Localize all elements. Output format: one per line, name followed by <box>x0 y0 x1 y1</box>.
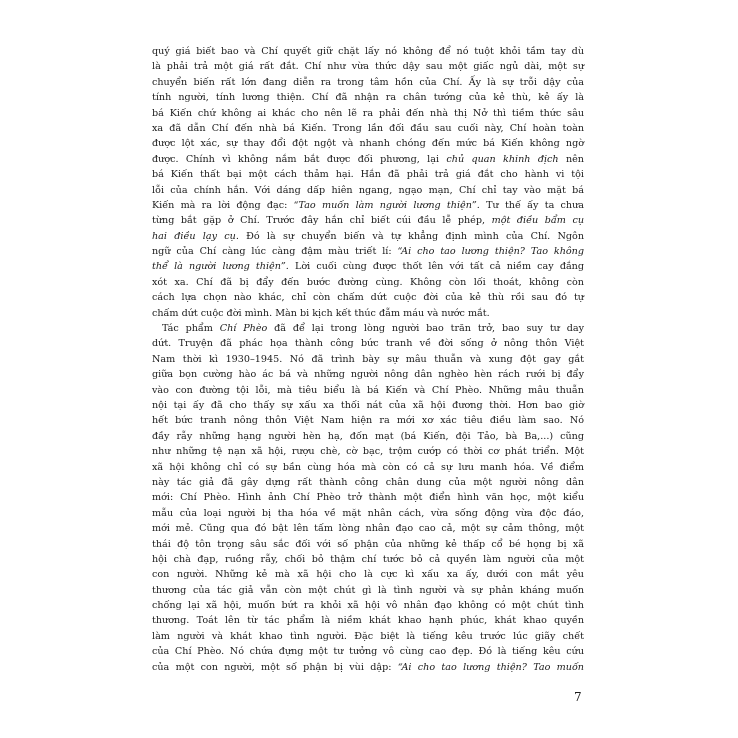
line-text: lỗi của chính hắn. Với dáng dấp hiên ngang, ngạo mạn, Chí chỉ tay vào mặt bá <box>152 184 584 196</box>
line-text: vào con đường tội lỗi, mà tiêu biểu là bá Kiến và Chí Phèo. Những mâu thuẫn <box>152 384 584 396</box>
page-number: 7 <box>574 690 582 704</box>
line-text: chấm dứt cuộc đời mình. Màn bi kịch kết thúc đẫm máu và nước mắt. <box>152 307 490 319</box>
line-text: thái độ tôn trọng sâu sắc đối với số phận của những kẻ thấp cổ bé họng bị xã <box>152 538 584 550</box>
line-text: như những tệ nạn xã hội, rượu chè, cờ bạc, trộm cướp có thời cơ phát triển. Một <box>152 446 584 458</box>
line-text: chống lại xã hội, muốn bứt ra khỏi xã hội vô nhân đạo không có một chút tình <box>152 600 584 612</box>
text-line <box>152 321 584 336</box>
text-line <box>152 383 584 398</box>
text-line <box>152 583 584 598</box>
text-line <box>152 537 584 552</box>
text-line <box>152 660 584 675</box>
line-text: giữa bọn cường hào ác bá và những người nông dân nghèo hèn rách rưới bị đẩy <box>152 369 584 381</box>
text-line <box>152 198 584 213</box>
line-text: bá Kiến chứ không ai khác cho nên lẽ ra phải đến nhà thị Nở thì tiềm thức sâu <box>152 107 584 119</box>
line-text: . Lời cuối cùng được thốt lên với tất cả niềm cay đắng <box>285 261 584 273</box>
text-line <box>152 598 584 613</box>
text-line <box>152 59 584 74</box>
line-text: ngữ của Chí càng lúc càng đậm màu triết lí: <box>152 246 398 258</box>
text-line <box>152 336 584 351</box>
text-line <box>152 413 584 428</box>
line-text: là phải trả một giá rất đắt. Chí như vừa thức dậy sau một giấc ngủ dài, một sự <box>152 61 584 73</box>
text-line <box>152 290 584 305</box>
italic-text: một điều bẩm cụ <box>491 215 585 227</box>
line-text: thương của tác giả vẫn còn một chút gì là tình người và sự phản kháng muốn <box>152 584 584 596</box>
italic-text: chủ quan khinh địch <box>446 153 559 165</box>
italic-text: hai điều lạy cụ <box>152 230 236 242</box>
text-line <box>152 367 584 382</box>
line-text: nội tại ấy đã cho thấy sự xấu xa thối nát của xã hội đương thời. Hơn bao giờ <box>152 399 584 411</box>
text-line <box>152 460 584 475</box>
text-line <box>152 213 584 228</box>
text-line <box>152 121 584 136</box>
text-line <box>152 306 584 321</box>
line-text: này tác giả đã gây dựng rất thành công chân dung của một người nông dân <box>152 476 584 488</box>
line-text: . Tư thế ấy ta chưa <box>476 199 585 211</box>
line-text: mẫu của loại người bị tha hóa về mặt nhân cách, vừa sống động vừa độc đáo, <box>152 507 584 519</box>
line-text: cách lựa chọn nào khác, chỉ còn chấm dứt cuộc đời của kẻ thù rồi sau đó tự <box>152 292 584 304</box>
line-text: Kiến mà ra lời động đạc: <box>152 199 294 211</box>
text-line <box>152 136 584 151</box>
text-line <box>152 75 584 90</box>
line-text: nên <box>558 153 584 165</box>
line-text: đầy rẫy những hạng người hèn hạ, đốn mạt (bá Kiến, đội Tảo, bà Ba,...) cũng <box>152 430 584 442</box>
text-line <box>152 521 584 536</box>
text-line <box>152 629 584 644</box>
italic-text: thể là người lương thiện” <box>152 261 286 273</box>
text-line <box>152 398 584 413</box>
italic-text: “Tao muốn làm người lương thiện” <box>293 199 477 211</box>
text-line <box>152 90 584 105</box>
line-text: con người. Những kẻ mà xã hội cho là cực kì xấu xa ấy, dưới con mắt yêu <box>152 569 584 581</box>
text-line <box>152 259 584 274</box>
text-line <box>152 475 584 490</box>
line-text: . Đó là sự chuyển biến và tự khẳng định mình của Chí. Ngôn <box>235 230 584 242</box>
line-text: xã hội không chỉ có sự bần cùng hóa mà còn có cả sự lưu manh hóa. Về điểm <box>152 461 584 473</box>
line-text: từng bắt gặp ở Chí. Trước đây hắn chỉ biết cúi đầu lễ phép, <box>152 215 492 227</box>
text-line <box>152 44 584 59</box>
line-text: của một con người, một số phận bị vùi dập: <box>152 661 398 673</box>
line-text: xa đã dẫn Chí đến nhà bá Kiến. Trong lần đối đầu sau cuối này, Chí hoàn toàn <box>152 122 584 134</box>
italic-text: “Ai cho tao lương thiện? Tao không <box>397 246 585 258</box>
text-line <box>152 506 584 521</box>
line-text: mới mẻ. Cũng qua đó bật lên tấm lòng nhân đạo cao cả, một sự cảm thông, một <box>152 523 584 535</box>
line-text: của Chí Phèo. Nó chứa đựng một tư tưởng vô cùng cao đẹp. Đó là tiếng kêu cứu <box>152 646 584 658</box>
text-line <box>152 229 584 244</box>
text-line <box>152 613 584 628</box>
line-text: Tác phẩm <box>162 323 220 335</box>
line-text: làm người và khát khao tình người. Đặc biệt là tiếng kêu trước lúc giãy chết <box>152 630 584 642</box>
text-line <box>152 275 584 290</box>
text-line <box>152 567 584 582</box>
line-text: hội chà đạp, ruồng rẫy, chối bỏ thậm chí tước bỏ cả quyền làm người của một <box>152 553 584 565</box>
line-text: quý giá biết bao và Chí quyết giữ chặt lấy nó không để nó tuột khỏi tầm tay dù <box>152 46 584 57</box>
line-text: dứt. Truyện đã phác họa thành công bức tranh về đời sống ở nông thôn Việt <box>152 338 584 350</box>
line-text: đã để lại trong lòng người bao trăn trở, bao suy tư day <box>267 323 584 335</box>
text-line <box>152 183 584 198</box>
line-text: mới: Chí Phèo. Hình ảnh Chí Phèo trở thành một điển hình văn học, một kiểu <box>152 492 584 504</box>
italic-text: “Ai cho tao lương thiện? Tao muốn <box>397 661 584 673</box>
text-line <box>152 167 584 182</box>
text-line <box>152 490 584 505</box>
line-text: bá Kiến thất bại một cách thảm hại. Hắn đã phải trả giá đắt cho hành vi tội <box>152 169 584 181</box>
text-line <box>152 352 584 367</box>
line-text: Nam thời kì 1930–1945. Nó đã trình bày sự mâu thuẫn và xung đột gay gắt <box>152 353 584 365</box>
text-line <box>152 644 584 659</box>
text-line <box>152 244 584 259</box>
body-text <box>152 44 584 675</box>
text-line <box>152 429 584 444</box>
line-text: xót xa. Chí đã bị đẩy đến bước đường cùng. Không còn lối thoát, không còn <box>152 276 584 288</box>
text-line <box>152 106 584 121</box>
italic-text: Chí Phèo <box>219 323 268 335</box>
line-text: chuyển biến rất lớn đang diễn ra trong tâm hồn của Chí. Ấy là sự trỗi dậy của <box>152 76 584 88</box>
line-text: hết bức tranh nông thôn Việt Nam hiện ra mới xơ xác tiêu điều làm sao. Nó <box>152 415 584 427</box>
line-text: tính người, tính lương thiện. Chí đã nhận ra chân tướng của kẻ thù, kẻ ấy là <box>152 92 584 104</box>
text-line <box>152 552 584 567</box>
line-text: được. Chính vì không nắm bắt được đối phương, lại <box>152 153 447 165</box>
line-text: thương. Toát lên từ tác phẩm là niềm khát khao hạnh phúc, khát khao quyền <box>152 615 584 627</box>
line-text: được lột xác, sự thay đổi đột ngột và nhanh chóng đến mức bá Kiến không ngờ <box>152 138 584 150</box>
text-line <box>152 152 584 167</box>
text-line <box>152 444 584 459</box>
